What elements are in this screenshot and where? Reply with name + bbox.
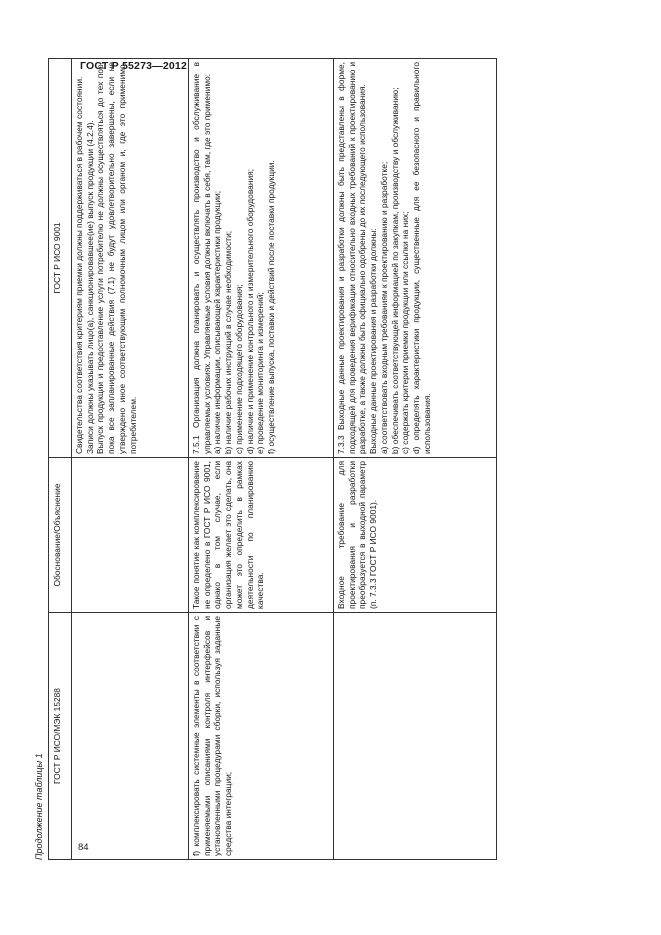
table-row xyxy=(334,59,497,860)
table-cell xyxy=(334,613,497,860)
cell-paragraph: d) определять характеристики продукции, существенные для ее безопасного и правильного использования. xyxy=(410,62,432,454)
table-cell xyxy=(189,59,334,458)
cell-paragraph: f) комплексировать системные элементы в соответствии с применяемыми описаниями контроля интерфейсов и установленными процедурами сборки, используя заданные средства интеграции; xyxy=(191,616,234,856)
cell-paragraph: Выходные данные проектирования и разработки должны: xyxy=(368,228,379,454)
cell-paragraph: Входное требование для проектирования и разработки преобразуется в выходной параметр (п. 7.3.3 ГОСТ Р ИСО 9001). xyxy=(336,461,379,609)
column-header-iso9001: ГОСТ Р ИСО 9001 xyxy=(49,59,72,458)
cell-paragraph: Свидетельства соответствия критериям приемки должны поддерживаться в рабочем состоянии. xyxy=(74,76,84,454)
cell-paragraph: c) содержать критерии приемки продукции или ссылки на них; xyxy=(400,211,411,454)
table-cell xyxy=(72,458,189,613)
cell-paragraph: b) наличие рабочих инструкций в случае необходимости; xyxy=(223,230,234,454)
table-row xyxy=(72,59,189,860)
cell-paragraph: e) проведение мониторинга и измерений; xyxy=(255,292,266,454)
column-header-iso15288: ГОСТ Р ИСО/МЭК 15288 xyxy=(49,613,72,860)
table-cell xyxy=(189,613,334,860)
table-cell xyxy=(189,458,334,613)
table-cell xyxy=(334,458,497,613)
table-cell xyxy=(72,59,189,458)
comparison-table xyxy=(48,58,497,860)
table-header-row xyxy=(49,59,72,860)
table-cell xyxy=(72,613,189,860)
cell-paragraph: Такое понятие как комплексирование не определено в ГОСТ Р ИСО 9001, однако в том случае, если организация желает это сделать, она может это определить в рамках деятельности по планированию качества. xyxy=(191,461,266,609)
table-row xyxy=(189,59,334,860)
cell-paragraph: b) обеспечивать соответствующей информацией по закупкам, производству и обслуживанию; xyxy=(389,87,400,454)
document-title: ГОСТ Р 55273—2012 xyxy=(80,60,188,72)
cell-paragraph: Записи должны указывать лицо(а), санкционировавшее(ие) выпуск продукции (4.2.4). xyxy=(84,120,95,454)
page-number: 84 xyxy=(78,842,89,853)
column-header-rationale: Обоснование/Объяснение xyxy=(49,458,72,613)
table-cell xyxy=(334,59,497,458)
table-caption: Продолжение таблицы 1 xyxy=(34,753,44,860)
cell-paragraph: 7.3.3 Выходные данные проектирования и разработки должны быть представлены в форме, подходящей для проведения верификации относительно входных требований к проектированию и разработке, а также должны быть официально одобрены до их последующего использования. xyxy=(336,62,368,454)
cell-paragraph: Выпуск продукции и предоставление услуги потребителю не должны осуществляться до тех пор, пока все запланированные действия (7.1) не будут удовлетворительно завершены, если не утверждено иное соответствующим полномочным лицом или органом и, где это применимо, потребителем. xyxy=(95,62,138,454)
cell-paragraph: d) наличие и применение контрольного и измерительного оборудования; xyxy=(244,169,255,454)
cell-paragraph: 7.5.1 Организация должна планировать и осуществлять производство и обслуживание в управляемых условиях. Управляемые условия должны включать в себя, там, где это применимо: xyxy=(191,62,212,454)
cell-paragraph: a) соответствовать входным требованиям к проектированию и разработке; xyxy=(378,161,389,454)
cell-paragraph: a) наличие информации, описывающей характеристики продукции; xyxy=(212,190,223,454)
cell-paragraph: f) осуществление выпуска, поставки и действий после поставки продукции. xyxy=(265,160,276,454)
cell-paragraph: c) применение подходящего оборудования; xyxy=(233,284,244,454)
